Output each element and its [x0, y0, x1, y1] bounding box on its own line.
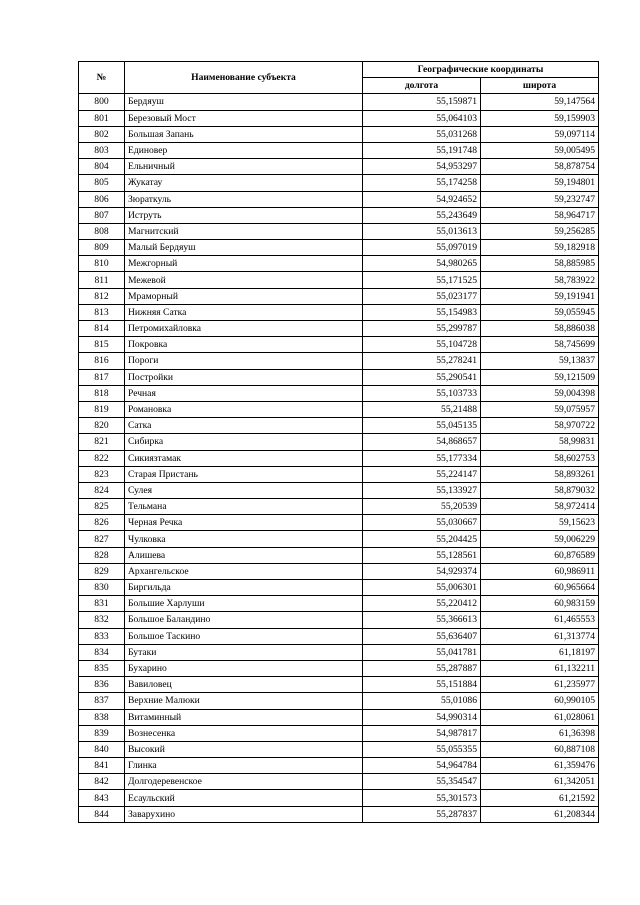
table-row	[79, 369, 599, 385]
longitude-value: 55,01086	[363, 693, 481, 709]
header-latitude: широта	[481, 78, 599, 94]
table-row	[79, 531, 599, 547]
row-number: 831	[79, 596, 125, 612]
subject-name: Сатка	[125, 418, 363, 434]
table-row	[79, 612, 599, 628]
longitude-value: 54,987817	[363, 725, 481, 741]
subject-name: Верхние Малюки	[125, 693, 363, 709]
table-row	[79, 563, 599, 579]
longitude-value: 55,128561	[363, 547, 481, 563]
latitude-value: 58,886038	[481, 321, 599, 337]
table-row	[79, 466, 599, 482]
subject-name: Покровка	[125, 337, 363, 353]
table-row	[79, 401, 599, 417]
latitude-value: 58,964717	[481, 207, 599, 223]
subject-name: Глинка	[125, 758, 363, 774]
subject-name: Долгодеревенское	[125, 774, 363, 790]
latitude-value: 61,21592	[481, 790, 599, 806]
row-number: 808	[79, 223, 125, 239]
latitude-value: 60,887108	[481, 741, 599, 757]
longitude-value: 54,868657	[363, 434, 481, 450]
row-number: 824	[79, 482, 125, 498]
table-row	[79, 758, 599, 774]
subject-name: Мраморный	[125, 288, 363, 304]
longitude-value: 55,041781	[363, 644, 481, 660]
latitude-value: 58,970722	[481, 418, 599, 434]
row-number: 815	[79, 337, 125, 353]
row-number: 830	[79, 580, 125, 596]
row-number: 818	[79, 385, 125, 401]
row-number: 838	[79, 709, 125, 725]
latitude-value: 58,878754	[481, 159, 599, 175]
longitude-value: 54,990314	[363, 709, 481, 725]
longitude-value: 55,154983	[363, 304, 481, 320]
latitude-value: 61,235977	[481, 677, 599, 693]
latitude-value: 60,983159	[481, 596, 599, 612]
table-row	[79, 207, 599, 223]
longitude-value: 55,636407	[363, 628, 481, 644]
longitude-value: 55,151884	[363, 677, 481, 693]
row-number: 828	[79, 547, 125, 563]
table-row	[79, 806, 599, 822]
row-number: 823	[79, 466, 125, 482]
table-row	[79, 240, 599, 256]
longitude-value: 55,287887	[363, 660, 481, 676]
subject-name: Магнитский	[125, 223, 363, 239]
longitude-value: 55,013613	[363, 223, 481, 239]
latitude-value: 61,342051	[481, 774, 599, 790]
subject-name: Черная Речка	[125, 515, 363, 531]
longitude-value: 55,023177	[363, 288, 481, 304]
row-number: 842	[79, 774, 125, 790]
latitude-value: 61,028061	[481, 709, 599, 725]
table-row	[79, 126, 599, 142]
longitude-value: 55,171525	[363, 272, 481, 288]
latitude-value: 58,879032	[481, 482, 599, 498]
table-row	[79, 677, 599, 693]
row-number: 802	[79, 126, 125, 142]
table-row	[79, 321, 599, 337]
latitude-value: 60,990105	[481, 693, 599, 709]
latitude-value: 59,194801	[481, 175, 599, 191]
subject-name: Единовер	[125, 142, 363, 158]
table-row	[79, 644, 599, 660]
row-number: 819	[79, 401, 125, 417]
row-number: 816	[79, 353, 125, 369]
table-row	[79, 94, 599, 110]
longitude-value: 55,243649	[363, 207, 481, 223]
latitude-value: 58,745699	[481, 337, 599, 353]
row-number: 822	[79, 450, 125, 466]
subject-name: Вознесенка	[125, 725, 363, 741]
longitude-value: 54,929374	[363, 563, 481, 579]
longitude-value: 55,159871	[363, 94, 481, 110]
table-row	[79, 547, 599, 563]
table-row	[79, 693, 599, 709]
subject-name: Чулковка	[125, 531, 363, 547]
subject-name: Старая Пристань	[125, 466, 363, 482]
longitude-value: 55,224147	[363, 466, 481, 482]
table-row	[79, 353, 599, 369]
header-subject-name: Наименование субъекта	[125, 62, 363, 94]
latitude-value: 58,602753	[481, 450, 599, 466]
latitude-value: 61,18197	[481, 644, 599, 660]
row-number: 843	[79, 790, 125, 806]
table-row	[79, 159, 599, 175]
subject-name: Высокий	[125, 741, 363, 757]
row-number: 841	[79, 758, 125, 774]
latitude-value: 59,121509	[481, 369, 599, 385]
table-row	[79, 304, 599, 320]
longitude-value: 55,220412	[363, 596, 481, 612]
latitude-value: 61,313774	[481, 628, 599, 644]
latitude-value: 58,885985	[481, 256, 599, 272]
table-row	[79, 790, 599, 806]
subject-name: Березовый Мост	[125, 110, 363, 126]
coordinates-table	[78, 61, 599, 823]
subject-name: Есаульский	[125, 790, 363, 806]
row-number: 810	[79, 256, 125, 272]
longitude-value: 55,191748	[363, 142, 481, 158]
row-number: 821	[79, 434, 125, 450]
latitude-value: 61,465553	[481, 612, 599, 628]
row-number: 835	[79, 660, 125, 676]
table-body	[79, 94, 599, 822]
longitude-value: 55,045135	[363, 418, 481, 434]
row-number: 826	[79, 515, 125, 531]
latitude-value: 59,13837	[481, 353, 599, 369]
table-row	[79, 337, 599, 353]
subject-name: Архангельское	[125, 563, 363, 579]
row-number: 800	[79, 94, 125, 110]
subject-name: Зюраткуль	[125, 191, 363, 207]
latitude-value: 58,972414	[481, 499, 599, 515]
table-row	[79, 774, 599, 790]
longitude-value: 55,204425	[363, 531, 481, 547]
subject-name: Витаминный	[125, 709, 363, 725]
longitude-value: 55,177334	[363, 450, 481, 466]
table-row	[79, 580, 599, 596]
table-row	[79, 741, 599, 757]
longitude-value: 54,924652	[363, 191, 481, 207]
latitude-value: 59,097114	[481, 126, 599, 142]
longitude-value: 55,006301	[363, 580, 481, 596]
longitude-value: 55,21488	[363, 401, 481, 417]
subject-name: Речная	[125, 385, 363, 401]
table-row	[79, 709, 599, 725]
latitude-value: 61,359476	[481, 758, 599, 774]
row-number: 811	[79, 272, 125, 288]
subject-name: Постройки	[125, 369, 363, 385]
latitude-value: 58,783922	[481, 272, 599, 288]
header-number: №	[79, 62, 125, 94]
longitude-value: 55,174258	[363, 175, 481, 191]
row-number: 801	[79, 110, 125, 126]
row-number: 840	[79, 741, 125, 757]
latitude-value: 61,208344	[481, 806, 599, 822]
latitude-value: 59,004398	[481, 385, 599, 401]
row-number: 833	[79, 628, 125, 644]
subject-name: Заварухино	[125, 806, 363, 822]
table-row	[79, 272, 599, 288]
longitude-value: 55,366613	[363, 612, 481, 628]
latitude-value: 59,256285	[481, 223, 599, 239]
header-longitude: долгота	[363, 78, 481, 94]
subject-name: Большое Таскино	[125, 628, 363, 644]
longitude-value: 55,133927	[363, 482, 481, 498]
row-number: 829	[79, 563, 125, 579]
table-row	[79, 725, 599, 741]
subject-name: Бутаки	[125, 644, 363, 660]
subject-name: Большая Запань	[125, 126, 363, 142]
table-row	[79, 175, 599, 191]
table-row	[79, 515, 599, 531]
subject-name: Жукатау	[125, 175, 363, 191]
row-number: 834	[79, 644, 125, 660]
subject-name: Тельмана	[125, 499, 363, 515]
table-row	[79, 482, 599, 498]
subject-name: Биргильда	[125, 580, 363, 596]
latitude-value: 59,191941	[481, 288, 599, 304]
longitude-value: 55,299787	[363, 321, 481, 337]
latitude-value: 59,055945	[481, 304, 599, 320]
subject-name: Алишева	[125, 547, 363, 563]
longitude-value: 55,301573	[363, 790, 481, 806]
subject-name: Малый Бердяуш	[125, 240, 363, 256]
latitude-value: 59,182918	[481, 240, 599, 256]
subject-name: Большие Харлуши	[125, 596, 363, 612]
table-row	[79, 223, 599, 239]
latitude-value: 59,232747	[481, 191, 599, 207]
table-row	[79, 628, 599, 644]
longitude-value: 55,278241	[363, 353, 481, 369]
latitude-value: 59,075957	[481, 401, 599, 417]
row-number: 803	[79, 142, 125, 158]
latitude-value: 61,36398	[481, 725, 599, 741]
table-row	[79, 110, 599, 126]
longitude-value: 55,354547	[363, 774, 481, 790]
table-row	[79, 191, 599, 207]
subject-name: Сикиязтамак	[125, 450, 363, 466]
row-number: 820	[79, 418, 125, 434]
subject-name: Сулея	[125, 482, 363, 498]
table-row	[79, 256, 599, 272]
table-row	[79, 418, 599, 434]
row-number: 804	[79, 159, 125, 175]
subject-name: Романовка	[125, 401, 363, 417]
longitude-value: 54,953297	[363, 159, 481, 175]
table-row	[79, 288, 599, 304]
latitude-value: 59,159903	[481, 110, 599, 126]
row-number: 839	[79, 725, 125, 741]
row-number: 836	[79, 677, 125, 693]
row-number: 832	[79, 612, 125, 628]
longitude-value: 55,030667	[363, 515, 481, 531]
longitude-value: 55,104728	[363, 337, 481, 353]
subject-name: Бердяуш	[125, 94, 363, 110]
table-row	[79, 385, 599, 401]
row-number: 817	[79, 369, 125, 385]
latitude-value: 59,006229	[481, 531, 599, 547]
latitude-value: 60,986911	[481, 563, 599, 579]
latitude-value: 59,147564	[481, 94, 599, 110]
latitude-value: 61,132211	[481, 660, 599, 676]
subject-name: Пороги	[125, 353, 363, 369]
latitude-value: 58,893261	[481, 466, 599, 482]
latitude-value: 58,99831	[481, 434, 599, 450]
subject-name: Межгорный	[125, 256, 363, 272]
longitude-value: 55,20539	[363, 499, 481, 515]
subject-name: Нижняя Сатка	[125, 304, 363, 320]
table-row	[79, 450, 599, 466]
row-number: 812	[79, 288, 125, 304]
row-number: 825	[79, 499, 125, 515]
latitude-value: 59,005495	[481, 142, 599, 158]
latitude-value: 59,15623	[481, 515, 599, 531]
row-number: 837	[79, 693, 125, 709]
row-number: 813	[79, 304, 125, 320]
row-number: 844	[79, 806, 125, 822]
subject-name: Ельничный	[125, 159, 363, 175]
longitude-value: 55,064103	[363, 110, 481, 126]
header-geo-coordinates: Географические координаты	[363, 62, 599, 78]
row-number: 827	[79, 531, 125, 547]
table-row	[79, 499, 599, 515]
longitude-value: 55,055355	[363, 741, 481, 757]
latitude-value: 60,876589	[481, 547, 599, 563]
longitude-value: 55,097019	[363, 240, 481, 256]
subject-name: Бухарино	[125, 660, 363, 676]
longitude-value: 54,980265	[363, 256, 481, 272]
subject-name: Сибирка	[125, 434, 363, 450]
row-number: 806	[79, 191, 125, 207]
subject-name: Вавиловец	[125, 677, 363, 693]
row-number: 805	[79, 175, 125, 191]
subject-name: Петромихайловка	[125, 321, 363, 337]
row-number: 814	[79, 321, 125, 337]
longitude-value: 55,290541	[363, 369, 481, 385]
latitude-value: 60,965664	[481, 580, 599, 596]
row-number: 807	[79, 207, 125, 223]
table-row	[79, 596, 599, 612]
subject-name: Межевой	[125, 272, 363, 288]
row-number: 809	[79, 240, 125, 256]
subject-name: Большое Баландино	[125, 612, 363, 628]
table-row	[79, 434, 599, 450]
subject-name: Иструть	[125, 207, 363, 223]
table-row	[79, 660, 599, 676]
longitude-value: 55,287837	[363, 806, 481, 822]
table-row	[79, 142, 599, 158]
longitude-value: 55,103733	[363, 385, 481, 401]
longitude-value: 54,964784	[363, 758, 481, 774]
longitude-value: 55,031268	[363, 126, 481, 142]
